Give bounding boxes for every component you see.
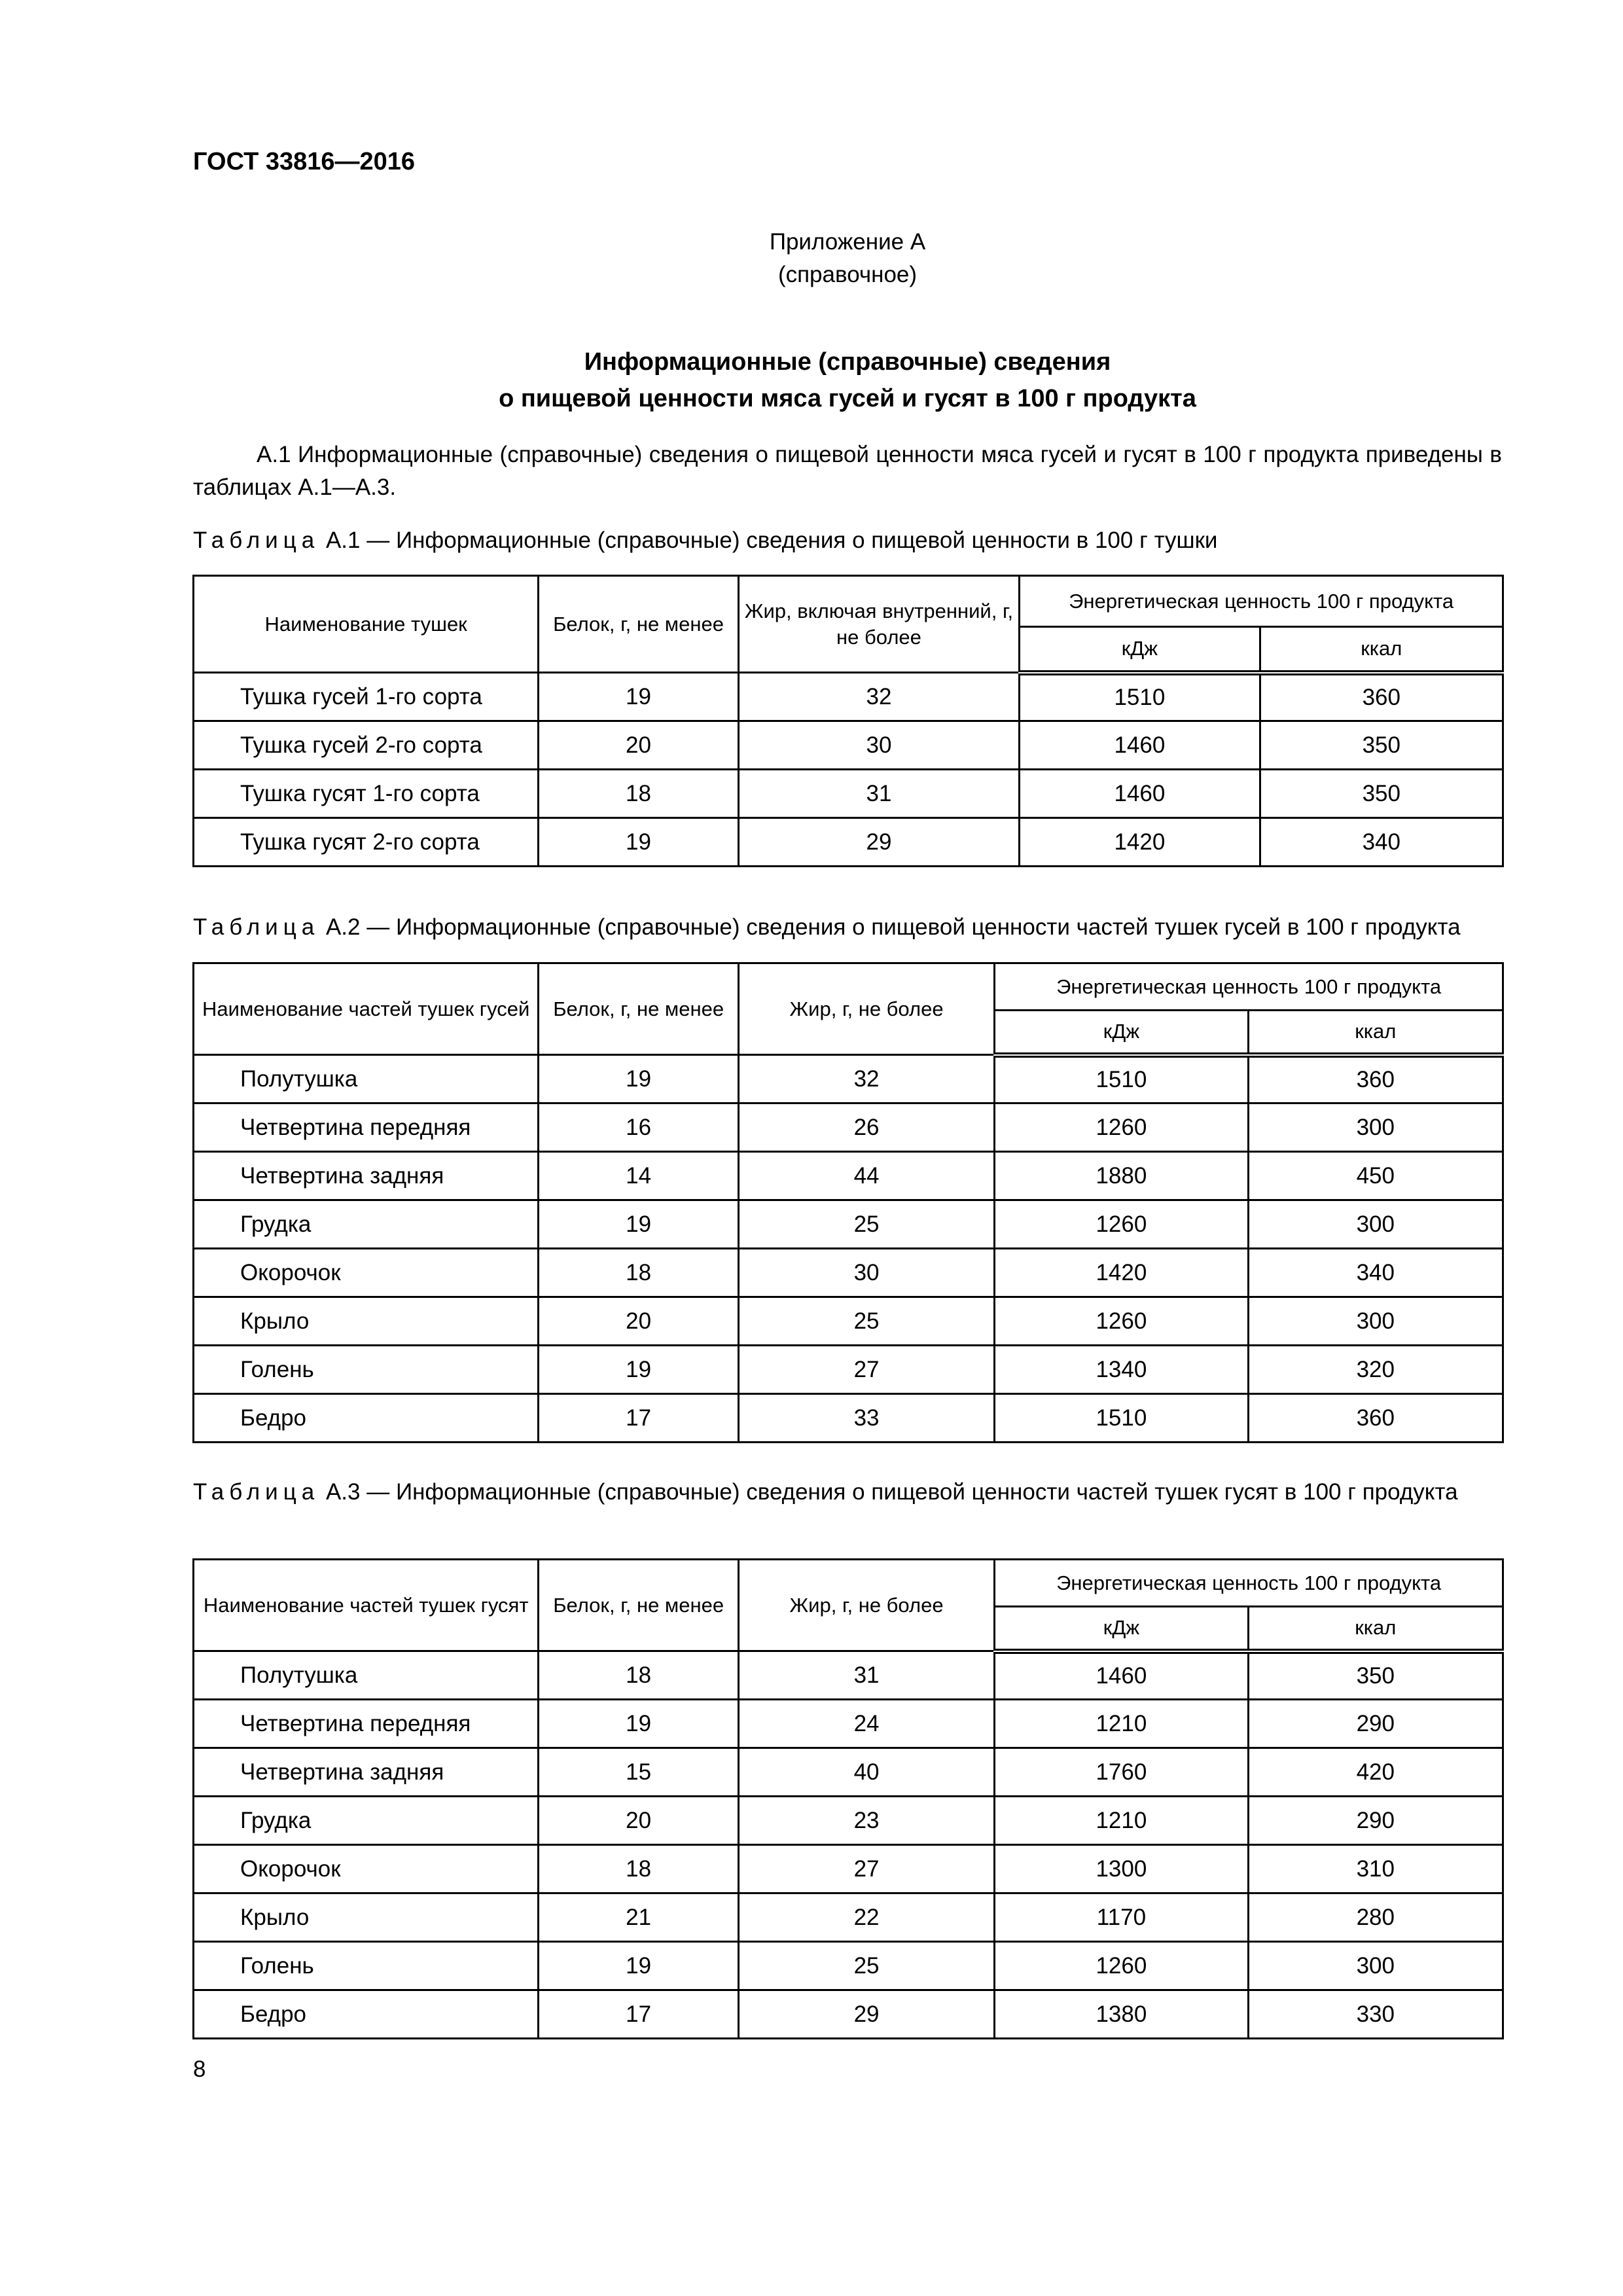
cell-kj: 1460 (1020, 770, 1260, 818)
cell-protein: 19 (539, 1346, 739, 1394)
table3-caption (193, 1477, 1502, 1508)
cell-protein: 19 (539, 1942, 739, 1990)
cell-fat: 23 (738, 1797, 994, 1845)
cell-fat: 29 (738, 1990, 994, 2039)
cell-name: Тушка гусят 1-го сорта (194, 770, 539, 818)
cell-name: Тушка гусей 2-го сорта (194, 721, 539, 770)
cell-name: Полутушка (194, 1055, 539, 1103)
cell-protein: 16 (539, 1103, 739, 1152)
cell-fat: 25 (738, 1297, 994, 1346)
table-row (194, 1990, 1503, 2039)
table-row (194, 1249, 1503, 1297)
cell-kj: 1420 (995, 1249, 1248, 1297)
cell-name: Грудка (194, 1200, 539, 1249)
table3-header-energy: Энергетическая ценность 100 г продукта (995, 1560, 1503, 1607)
cell-fat: 29 (738, 818, 1019, 867)
table2-header-kcal: ккал (1248, 1011, 1503, 1055)
cell-protein: 20 (539, 721, 739, 770)
intro-paragraph: А.1 Информационные (справочные) сведения о пищевой ценности мяса гусей и гусят в 100 г продукта приведены в таблицах А.1—А.3. (193, 442, 1502, 500)
cell-kcal: 360 (1248, 1394, 1503, 1443)
appendix-heading (193, 226, 1502, 291)
cell-kj: 1510 (1020, 673, 1260, 721)
cell-fat: 27 (738, 1346, 994, 1394)
table-row (194, 1200, 1503, 1249)
table1 (192, 575, 1504, 867)
table3-header-kcal: ккал (1248, 1607, 1503, 1651)
table2-header-name: Наименование частей тушек гусей (194, 963, 539, 1055)
cell-kcal: 320 (1248, 1346, 1503, 1394)
table-row (194, 1297, 1503, 1346)
cell-kj: 1460 (995, 1651, 1248, 1700)
cell-name: Четвертина задняя (194, 1748, 539, 1797)
table-row (194, 1748, 1503, 1797)
section-title-line-2: о пищевой ценности мяса гусей и гусят в 100 г продукта (499, 385, 1196, 412)
cell-kj: 1300 (995, 1845, 1248, 1893)
cell-name: Полутушка (194, 1651, 539, 1700)
cell-fat: 33 (738, 1394, 994, 1443)
table3-caption-text: А.3 — Информационные (справочные) сведения о пищевой ценности частей тушек гусят в 100 г продукта (319, 1479, 1458, 1505)
table-row (194, 1700, 1503, 1748)
cell-fat: 40 (738, 1748, 994, 1797)
cell-kj: 1210 (995, 1797, 1248, 1845)
cell-protein: 18 (539, 1845, 739, 1893)
cell-kcal: 350 (1248, 1651, 1503, 1700)
cell-fat: 27 (738, 1845, 994, 1893)
table3-header-protein: Белок, г, не менее (539, 1560, 739, 1651)
cell-protein: 20 (539, 1297, 739, 1346)
table-row (194, 1797, 1503, 1845)
cell-fat: 31 (738, 1651, 994, 1700)
table-row (194, 770, 1503, 818)
table3-header-kj: кДж (995, 1607, 1248, 1651)
cell-protein: 17 (539, 1990, 739, 2039)
cell-fat: 25 (738, 1942, 994, 1990)
cell-kcal: 420 (1248, 1748, 1503, 1797)
cell-kcal: 350 (1260, 770, 1503, 818)
cell-kj: 1380 (995, 1990, 1248, 2039)
cell-protein: 19 (539, 1700, 739, 1748)
cell-kj: 1760 (995, 1748, 1248, 1797)
cell-protein: 15 (539, 1748, 739, 1797)
cell-kcal: 280 (1248, 1893, 1503, 1942)
cell-name: Тушка гусей 1-го сорта (194, 673, 539, 721)
table3-header-fat: Жир, г, не более (738, 1560, 994, 1651)
cell-kj: 1510 (995, 1394, 1248, 1443)
cell-protein: 19 (539, 673, 739, 721)
cell-kcal: 290 (1248, 1797, 1503, 1845)
cell-fat: 25 (738, 1200, 994, 1249)
cell-name: Крыло (194, 1297, 539, 1346)
table2 (192, 962, 1504, 1443)
cell-name: Тушка гусят 2-го сорта (194, 818, 539, 867)
cell-name: Четвертина передняя (194, 1103, 539, 1152)
cell-protein: 20 (539, 1797, 739, 1845)
cell-kcal: 290 (1248, 1700, 1503, 1748)
cell-kj: 1260 (995, 1942, 1248, 1990)
section-title-line-1: Информационные (справочные) сведения (584, 348, 1111, 376)
cell-kj: 1460 (1020, 721, 1260, 770)
cell-protein: 19 (539, 1200, 739, 1249)
table1-header-energy: Энергетическая ценность 100 г продукта (1020, 576, 1503, 627)
cell-protein: 18 (539, 1651, 739, 1700)
table1-body (194, 673, 1503, 867)
table2-header-fat: Жир, г, не более (738, 963, 994, 1055)
cell-fat: 24 (738, 1700, 994, 1748)
table-row (194, 721, 1503, 770)
cell-protein: 14 (539, 1152, 739, 1200)
appendix-kind: (справочное) (777, 262, 918, 287)
cell-name: Голень (194, 1942, 539, 1990)
table-row (194, 818, 1503, 867)
document-code: ГОСТ 33816—2016 (193, 148, 416, 175)
table-row (194, 1893, 1503, 1942)
cell-kcal: 300 (1248, 1200, 1503, 1249)
table2-caption-text: А.2 — Информационные (справочные) сведения о пищевой ценности частей тушек гусей в 100 г продукта (319, 914, 1461, 940)
cell-kcal: 300 (1248, 1103, 1503, 1152)
page-number: 8 (193, 2056, 206, 2082)
cell-kcal: 360 (1260, 673, 1503, 721)
table2-body (194, 1055, 1503, 1443)
cell-kcal: 330 (1248, 1990, 1503, 2039)
cell-name: Окорочок (194, 1845, 539, 1893)
cell-fat: 44 (738, 1152, 994, 1200)
table3-header-name: Наименование частей тушек гусят (194, 1560, 539, 1651)
cell-kj: 1880 (995, 1152, 1248, 1200)
cell-protein: 19 (539, 818, 739, 867)
cell-kcal: 300 (1248, 1297, 1503, 1346)
table1-caption-text: А.1 — Информационные (справочные) сведения о пищевой ценности в 100 г тушки (319, 528, 1218, 553)
table-row (194, 1394, 1503, 1443)
table2-caption-word: Таблица (193, 914, 320, 940)
table2-caption (193, 912, 1502, 943)
cell-name: Четвертина задняя (194, 1152, 539, 1200)
table1-header-kcal: ккал (1260, 627, 1503, 673)
cell-fat: 30 (738, 1249, 994, 1297)
cell-fat: 31 (738, 770, 1019, 818)
cell-kcal: 340 (1260, 818, 1503, 867)
cell-kcal: 360 (1248, 1055, 1503, 1103)
table1-caption-word: Таблица (193, 528, 320, 553)
cell-protein: 21 (539, 1893, 739, 1942)
table2-header-energy: Энергетическая ценность 100 г продукта (995, 963, 1503, 1011)
cell-protein: 18 (539, 1249, 739, 1297)
cell-fat: 26 (738, 1103, 994, 1152)
cell-kj: 1260 (995, 1200, 1248, 1249)
table1-header-name: Наименование тушек (194, 576, 539, 673)
cell-fat: 22 (738, 1893, 994, 1942)
section-title (193, 344, 1502, 417)
cell-kj: 1210 (995, 1700, 1248, 1748)
table-row (194, 1346, 1503, 1394)
cell-kj: 1510 (995, 1055, 1248, 1103)
cell-name: Четвертина передняя (194, 1700, 539, 1748)
cell-kcal: 340 (1248, 1249, 1503, 1297)
cell-kj: 1340 (995, 1346, 1248, 1394)
cell-fat: 32 (738, 673, 1019, 721)
cell-kj: 1170 (995, 1893, 1248, 1942)
table3-body (194, 1651, 1503, 2039)
appendix-title: Приложение А (769, 229, 926, 255)
cell-name: Бедро (194, 1990, 539, 2039)
cell-kj: 1260 (995, 1297, 1248, 1346)
table1-header-kj: кДж (1020, 627, 1260, 673)
cell-name: Бедро (194, 1394, 539, 1443)
table3-caption-word: Таблица (193, 1479, 320, 1505)
cell-protein: 19 (539, 1055, 739, 1103)
table1-header-protein: Белок, г, не менее (539, 576, 739, 673)
cell-kcal: 350 (1260, 721, 1503, 770)
table2-header-protein: Белок, г, не менее (539, 963, 739, 1055)
cell-name: Голень (194, 1346, 539, 1394)
cell-name: Окорочок (194, 1249, 539, 1297)
table1-caption (193, 525, 1502, 556)
table1-header-fat: Жир, включая внутренний, г, не более (738, 576, 1019, 673)
cell-protein: 18 (539, 770, 739, 818)
cell-kj: 1260 (995, 1103, 1248, 1152)
cell-name: Грудка (194, 1797, 539, 1845)
table2-header-kj: кДж (995, 1011, 1248, 1055)
cell-protein: 17 (539, 1394, 739, 1443)
cell-kcal: 310 (1248, 1845, 1503, 1893)
cell-fat: 30 (738, 721, 1019, 770)
table3 (192, 1558, 1504, 2039)
table-row (194, 1845, 1503, 1893)
cell-fat: 32 (738, 1055, 994, 1103)
table-row (194, 673, 1503, 721)
table-row (194, 1651, 1503, 1700)
table-row (194, 1942, 1503, 1990)
cell-kcal: 450 (1248, 1152, 1503, 1200)
table-row (194, 1152, 1503, 1200)
cell-name: Крыло (194, 1893, 539, 1942)
cell-kj: 1420 (1020, 818, 1260, 867)
table-row (194, 1103, 1503, 1152)
table-row (194, 1055, 1503, 1103)
cell-kcal: 300 (1248, 1942, 1503, 1990)
